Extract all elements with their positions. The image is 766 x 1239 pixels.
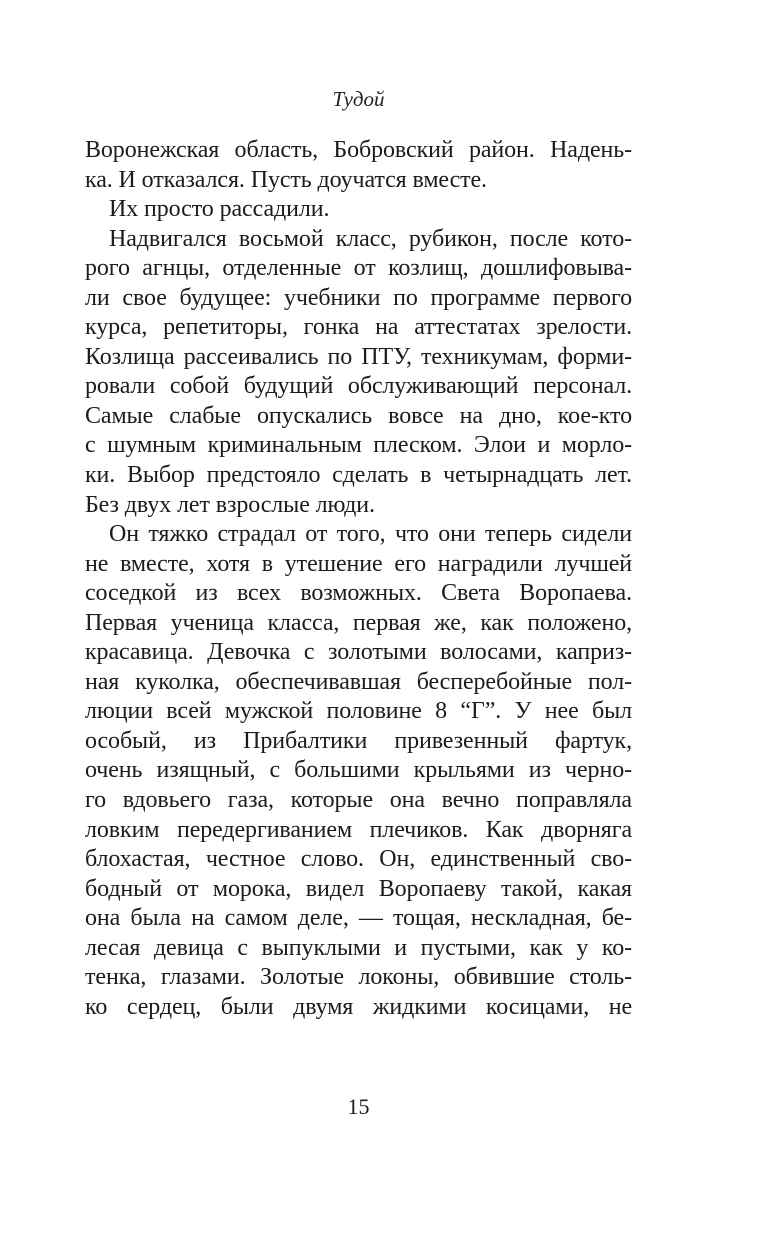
page-number: 15 xyxy=(347,1094,370,1119)
text-line: Козлища рассеивались по ПТУ, техникумам, форми- xyxy=(85,343,632,370)
text-line: соседкой из всех возможных. Света Воропаева. xyxy=(85,580,632,607)
text-line: Воронежская область, Бобровский район. Надень- xyxy=(85,137,632,163)
text-line: ли свое будущее: учебники по программе первого xyxy=(85,284,632,311)
text-block xyxy=(85,136,632,1022)
text-line: блохастая, честное слово. Он, единственный сво- xyxy=(85,846,632,873)
text-line: ная куколка, обеспечивавшая бесперебойные пол- xyxy=(85,668,632,695)
text-line: особый, из Прибалтики привезенный фартук, xyxy=(85,727,632,754)
text-line: ко сердец, были двумя жидкими косицами, не xyxy=(85,993,632,1020)
text-line: Самые слабые опускались вовсе на дно, кое-кто xyxy=(85,402,632,429)
text-line: красавица. Девочка с золотыми волосами, каприз- xyxy=(85,639,632,666)
text-line: Надвигался восьмой класс, рубикон, после кото- xyxy=(109,225,632,252)
text-line: Первая ученица класса, первая же, как положено, xyxy=(85,609,632,636)
text-line: Без двух лет взрослые люди. xyxy=(85,491,375,518)
text-line: го вдовьего газа, которые она вечно поправляла xyxy=(85,787,632,814)
text-line: ки. Выбор предстояло сделать в четырнадцать лет. xyxy=(85,462,632,489)
text-line: люции всей мужской половине 8 “Г”. У нее был xyxy=(85,698,632,725)
text-line: Он тяжко страдал от того, что они теперь сидели xyxy=(109,521,632,548)
text-line: тенка, глазами. Золотые локоны, обвившие столь- xyxy=(85,964,632,991)
text-line: бодный от морока, видел Воропаеву такой, какая xyxy=(85,875,632,902)
text-line: рого агнцы, отделенные от козлищ, дошлифовыва- xyxy=(85,255,632,282)
text-line: с шумным криминальным плеском. Элои и морло- xyxy=(85,432,632,459)
running-header: Тудой xyxy=(332,87,385,111)
text-line: не вместе, хотя в утешение его наградили лучшей xyxy=(85,550,632,577)
text-line: лесая девица с выпуклыми и пустыми, как у ко- xyxy=(85,934,632,961)
text-line: ловким передергиванием плечиков. Как дворняга xyxy=(85,816,632,843)
text-line: очень изящный, с большими крыльями из черно- xyxy=(85,757,632,784)
text-line: ровали собой будущий обслуживающий персонал. xyxy=(85,373,632,400)
text-line: курса, репетиторы, гонка на аттестатах зрелости. xyxy=(85,314,632,341)
text-line: она была на самом деле, — тощая, нескладная, бе- xyxy=(85,905,632,932)
text-line: ка. И отказался. Пусть доучатся вместе. xyxy=(85,166,487,193)
text-line: Их просто рассадили. xyxy=(109,196,330,223)
